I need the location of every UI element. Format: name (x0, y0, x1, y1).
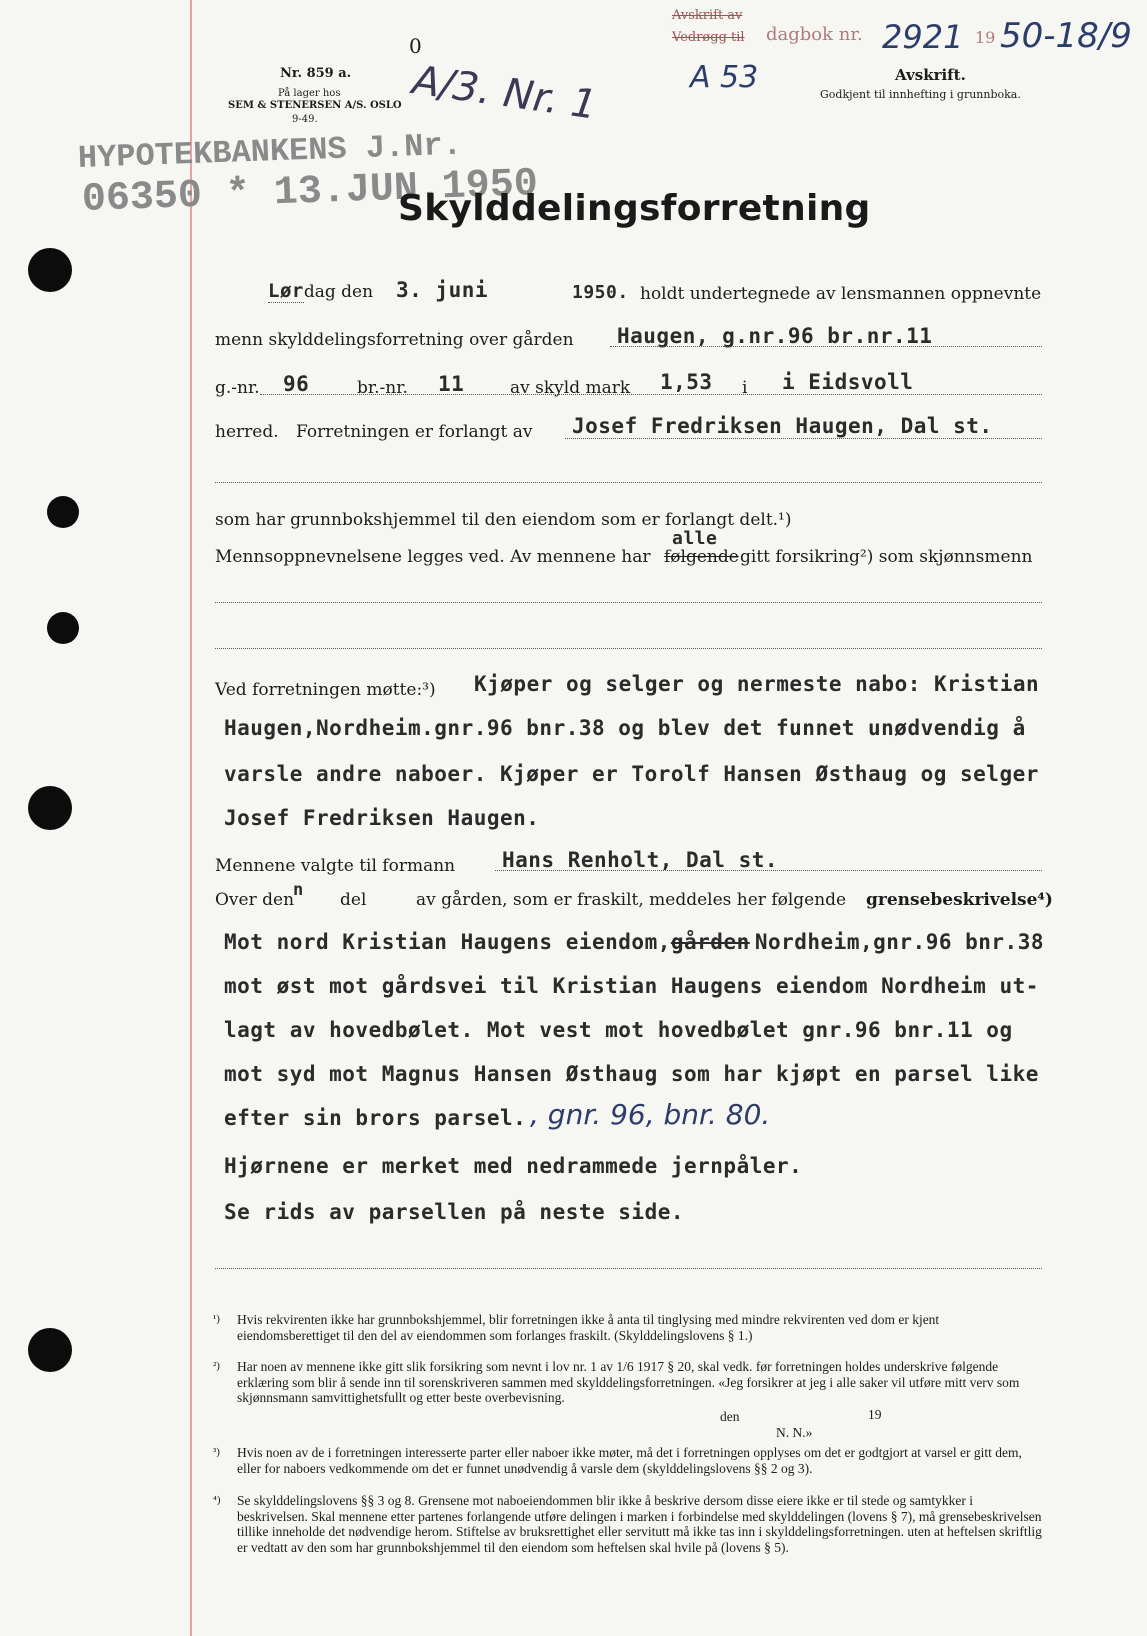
formann-label: Mennene valgte til formann (215, 856, 456, 876)
boundary-hand-addition: , gnr. 96, bnr. 80. (530, 1098, 771, 1131)
footnote (213, 1359, 1043, 1406)
requester-value: Josef Fredriksen Haugen, Dal st. (572, 414, 993, 438)
menn-struck: følgende (664, 547, 739, 567)
boundary-line (224, 930, 1044, 954)
footnote-text: Hvis noen av de i forretningen interesserte parter eller naboer ikke møter, må det i forretningen opplyses om det er godtgjort at varsel er gitt dem, eller for naboers vedkommende om det er funnet unødvendig å varsle dem (skylddelingslovens §§ 2 og 3). (237, 1445, 1022, 1476)
struck-label: Vedrøgg til (672, 30, 745, 45)
hjemmel-text: som har grunnbokshjemmel til den eiendom som er forlangt delt.¹) (215, 510, 792, 530)
part-label: del (340, 890, 367, 910)
form-number: Nr. 859 a. (280, 66, 352, 81)
boundary-line: Se rids av parsellen på neste side. (224, 1200, 685, 1224)
menn-text: gitt forsikring²) som skjønnsmenn (740, 547, 1033, 567)
document-title: Skylddelingsforretning (398, 188, 871, 229)
fill-line (215, 1268, 1042, 1269)
farm-label: menn skylddelingsforretning over gården (215, 330, 574, 350)
i-label: i (742, 378, 748, 398)
boundary-line: mot syd mot Magnus Hansen Østhaug som har kjøpt en parsel like (224, 1062, 1039, 1086)
dagbok-number: 2921 (882, 18, 964, 56)
footnote-year: 19 (868, 1407, 882, 1422)
requested-label: Forretningen er forlangt av (296, 422, 533, 442)
fill-line (215, 482, 1042, 483)
boundary-line: lagt av hovedbølet. Mot vest mot hovedbølet gnr.96 bnr.11 og (224, 1018, 1013, 1042)
boundary-label: grensebeskrivelse⁴) (866, 890, 1053, 910)
handwritten-note: A/3. Nr. 1 (409, 57, 600, 129)
footnote-number: ⁴) (213, 1494, 221, 1506)
hand-reference: A 53 (690, 60, 759, 95)
circle-mark: 0 (409, 34, 422, 58)
copy-label: Avskrift. (895, 66, 966, 84)
fill-line (610, 346, 1042, 347)
punch-hole (28, 248, 72, 292)
year-value: 1950. (572, 282, 629, 303)
punch-hole (47, 612, 79, 644)
margin-rule (190, 0, 192, 1636)
publisher-line: På lager hos (278, 88, 341, 99)
skyld-label: av skyld mark (510, 378, 631, 398)
footnote-text: Hvis rekvirenten ikke har grunnbokshjemmel, blir forretningen ikke å anta til tinglysing med mindre rekvirenten ved dom er kjent eiendomsberettiget til den del av eiendommen som forlanges fraskilt. (Skylddelingslovens § 1.) (237, 1312, 940, 1343)
footnote-number: ¹) (213, 1313, 220, 1325)
footnote-text: Se skylddelingslovens §§ 3 og 8. Grensene mot naboeiendommen blir ikke å beskrive dersom disse eiere ikke er til stede og samtykker i beskrivelsen. Skal mennene etter partenes forlangende utføre delingen i marken i forbindelse med skylddelingen (lovens § 7), må grensebeskrivelsen tillike inneholde det nødvendige herom. Stiftelse av bruksrettighet eller servitutt må ikke tas inn i skylddelingsforretningen. uten at heftelsen skriftlig er vedtatt av den som har grunnbokshjemmel til den eiendom som heftelsen skal hvile på (lovens § 5). (237, 1493, 1042, 1555)
intro-text: holdt undertegnede av lensmannen oppnevnte (640, 284, 1042, 304)
footnote-number: ²) (213, 1360, 220, 1372)
footnote-den: den (720, 1409, 740, 1424)
bank-stamp-line: HYPOTEKBANKENS J.Nr. (77, 126, 463, 177)
boundary-line: Hjørnene er merket med nedrammede jernpåler. (224, 1154, 803, 1178)
date-line (268, 280, 373, 303)
punch-hole (28, 1328, 72, 1372)
boundary-text: Nordheim,gnr.96 bnr.38 (754, 930, 1044, 954)
part-text: av gården, som er fraskilt, meddeles her følgende (416, 890, 847, 910)
herred-label: herred. (215, 422, 279, 442)
boundary-line: mot øst mot gårdsvei til Kristian Haugens eiendom Nordheim ut- (224, 974, 1039, 998)
dagbok-label: dagbok nr. (766, 24, 863, 45)
attendance-line: varsle andre naboer. Kjøper er Torolf Hansen Østhaug og selger (224, 762, 1039, 786)
fill-line (215, 648, 1042, 649)
attendance-line: Josef Fredriksen Haugen. (224, 806, 540, 830)
boundary-struck: gården (670, 930, 750, 954)
attendance-line: Haugen,Nordheim.gnr.96 bnr.38 og blev det funnet unødvendig å (224, 716, 1026, 740)
formann-value: Hans Renholt, Dal st. (502, 848, 779, 872)
date-value: 3. juni (396, 278, 489, 302)
footnote-signature: N. N.» (776, 1425, 813, 1440)
fill-line (565, 438, 1042, 439)
day-suffix: dag den (303, 282, 374, 302)
boundary-text: Mot nord Kristian Haugens eiendom, (224, 930, 671, 954)
punch-hole (47, 496, 79, 528)
footnote-text: Har noen av mennene ikke gitt slik forsikring som nevnt i lov nr. 1 av 1/6 1917 § 20, skal vedk. før forretningen holdes underskrive følgende erklæring som blir å sende inn til sorenskriveren sammen med skylddelingsforretningen. «Jeg forsikrer at jeg i alle saker vil utføre mitt verv som skjønnsmann samvittighetsfullt og etter beste overbevisning. (237, 1359, 1020, 1405)
menn-text: Mennsoppnevnelsene legges ved. Av mennene har (215, 547, 651, 567)
year-hand: 50-18/9 (1000, 16, 1132, 56)
bank-stamp-line: 06350 * 13.JUN.1950 (81, 162, 539, 223)
skyld-value: 1,53 (660, 370, 713, 394)
punch-hole (28, 786, 72, 830)
boundary-line: efter sin brors parsel. (224, 1106, 527, 1130)
footnote (213, 1445, 1043, 1476)
gnr-value: 96 (283, 372, 310, 396)
day-prefix: Lør (268, 280, 304, 302)
part-hand: n (293, 880, 304, 900)
fill-line (215, 602, 1042, 603)
approval-note: Godkjent til innhefting i grunnboka. (820, 88, 1021, 101)
publisher-line: SEM & STENERSEN A/S. OSLO (228, 100, 402, 111)
farm-value: Haugen, g.nr.96 br.nr.11 (617, 324, 933, 348)
part-label: Over den (215, 890, 295, 910)
municipality-value: i Eidsvoll (782, 370, 914, 394)
attendance-label: Ved forretningen møtte:³) (215, 680, 436, 700)
publisher-line: 9-49. (292, 114, 318, 125)
fill-line (495, 870, 1042, 871)
menn-insert: alle (672, 528, 718, 549)
gnr-label: g.-nr. (215, 378, 260, 398)
year-prefix: 19 (975, 28, 996, 47)
fill-line (260, 394, 1042, 395)
brnr-value: 11 (438, 372, 465, 396)
footnote (213, 1493, 1043, 1555)
footnote (213, 1312, 1043, 1343)
attendance-line: Kjøper og selger og nermeste nabo: Kristian (474, 672, 1040, 696)
brnr-label: br.-nr. (357, 378, 408, 398)
footnote-number: ³) (213, 1446, 220, 1458)
struck-label: Avskrift av (672, 8, 743, 23)
